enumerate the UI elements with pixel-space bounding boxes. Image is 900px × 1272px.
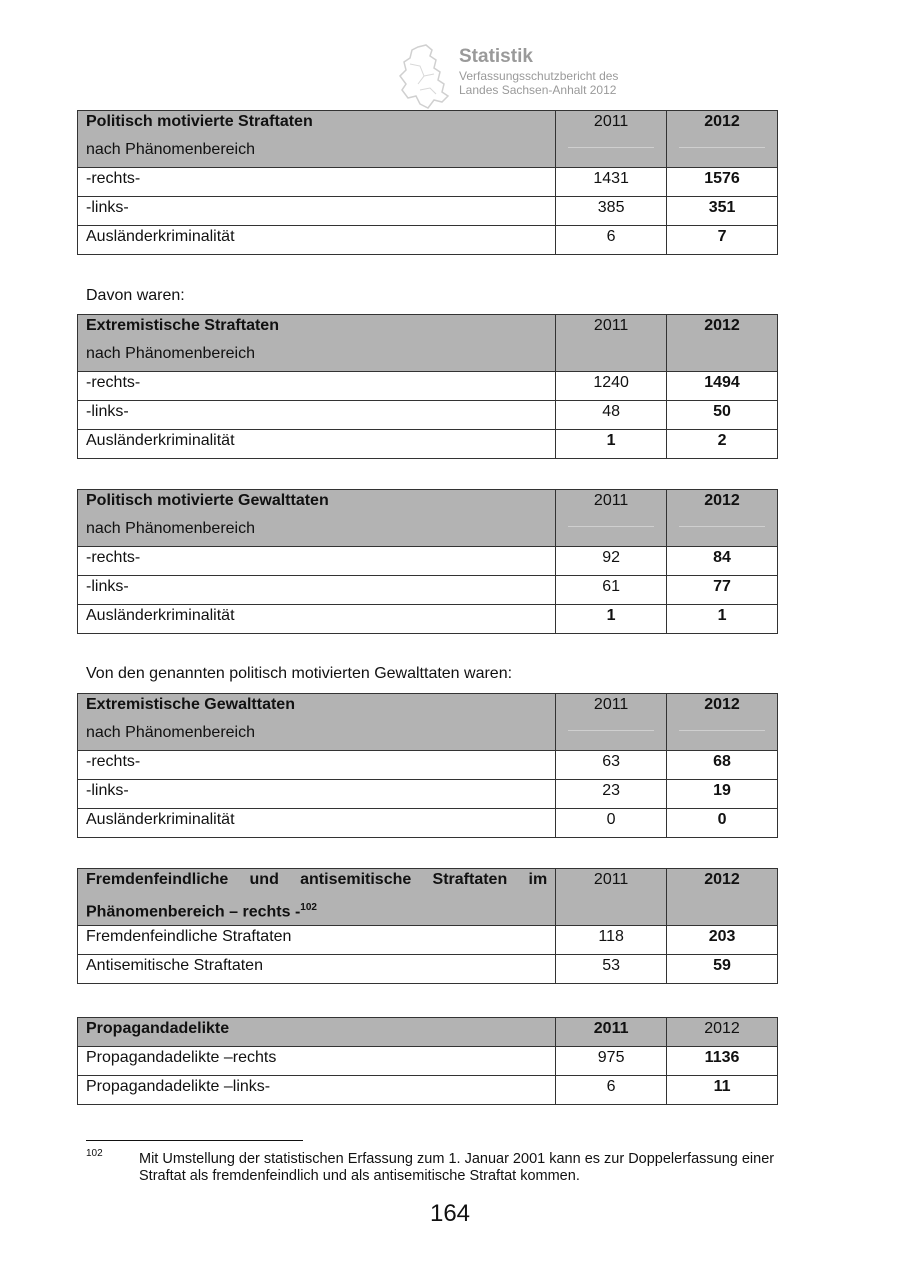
table-row: Ausländerkriminalität 1 2 (78, 430, 778, 459)
intro-von-den-genannten: Von den genannten politisch motivierten Gewalttaten waren: (86, 665, 513, 682)
table-row: Ausländerkriminalität 1 1 (78, 605, 778, 634)
table-title-line1: Fremdenfeindliche und antisemitische Straftaten im (86, 871, 548, 888)
table-row: -rechts- 1431 1576 (78, 168, 778, 197)
table-row: Fremdenfeindliche Straftaten 118 203 (78, 926, 778, 955)
header-subtitle: Verfassungsschutzbericht des Landes Sachsen-Anhalt 2012 (459, 69, 619, 97)
table-politisch-motivierte-straftaten (77, 110, 778, 255)
table-row: Ausländerkriminalität 0 0 (78, 809, 778, 838)
table-row: -rechts- 63 68 (78, 751, 778, 780)
col-2011: 2011 (593, 317, 629, 334)
footnote-ref[interactable]: 102 (300, 902, 317, 913)
table-row: -links- 61 77 (78, 576, 778, 605)
table-header-row (78, 490, 778, 547)
table-title: Politisch motivierte Straftaten (86, 113, 313, 130)
table-subtitle: nach Phänomenbereich (86, 141, 256, 158)
table-row: Propagandadelikte –rechts 975 1136 (78, 1047, 778, 1076)
table-propagandadelikte (77, 1017, 778, 1105)
table-header-row (78, 315, 778, 372)
table-row: -rechts- 92 84 (78, 547, 778, 576)
table-row: -rechts- 1240 1494 (78, 372, 778, 401)
table-subtitle: nach Phänomenbereich (86, 345, 256, 362)
page-number: 164 (429, 1200, 471, 1227)
table-title: Propagandadelikte (78, 1018, 556, 1047)
col-2011: 2011 (593, 871, 629, 888)
col-2011: 2011 (556, 1018, 667, 1047)
saxony-anhalt-map-icon (396, 44, 458, 110)
col-2012: 2012 (704, 696, 740, 713)
table-row: -links- 23 19 (78, 780, 778, 809)
table-row: -links- 385 351 (78, 197, 778, 226)
table-extremistische-straftaten (77, 314, 778, 459)
page-header (396, 44, 656, 110)
col-2011: 2011 (593, 696, 629, 713)
table-title: Extremistische Straftaten (86, 317, 279, 334)
table-title: Extremistische Gewalttaten (86, 696, 295, 713)
table-row: Antisemitische Straftaten 53 59 (78, 955, 778, 984)
table-fremdenfeindliche-antisemitische-straftaten (77, 868, 778, 984)
header-title: Statistik (459, 46, 533, 67)
table-header-row (78, 111, 778, 168)
col-2012: 2012 (667, 1018, 778, 1047)
col-2011: 2011 (593, 113, 629, 130)
table-header-row (78, 869, 778, 926)
table-subtitle: nach Phänomenbereich (86, 724, 256, 741)
footnote-number: 102 (86, 1148, 103, 1159)
intro-davon-waren: Davon waren: (86, 287, 185, 304)
table-title-line2: Phänomenbereich – rechts - (86, 903, 301, 921)
footnote-text: Mit Umstellung der statistischen Erfassung zum 1. Januar 2001 kann es zur Doppelerfassung einer Straftat als fremdenfeindlich und als antisemitische Straftat kommen. (139, 1151, 775, 1184)
table-row: Ausländerkriminalität 6 7 (78, 226, 778, 255)
col-2011: 2011 (593, 492, 629, 509)
table-header-row (78, 694, 778, 751)
table-row: -links- 48 50 (78, 401, 778, 430)
col-2012: 2012 (704, 113, 740, 130)
table-extremistische-gewalttaten (77, 693, 778, 838)
col-2012: 2012 (704, 871, 740, 888)
table-politisch-motivierte-gewalttaten (77, 489, 778, 634)
table-row: Propagandadelikte –links- 6 11 (78, 1076, 778, 1105)
table-title: Politisch motivierte Gewalttaten (86, 492, 329, 509)
footnote-separator (86, 1140, 303, 1141)
col-2012: 2012 (704, 492, 740, 509)
table-subtitle: nach Phänomenbereich (86, 520, 256, 537)
col-2012: 2012 (704, 317, 740, 334)
table-header-row (78, 1018, 778, 1047)
